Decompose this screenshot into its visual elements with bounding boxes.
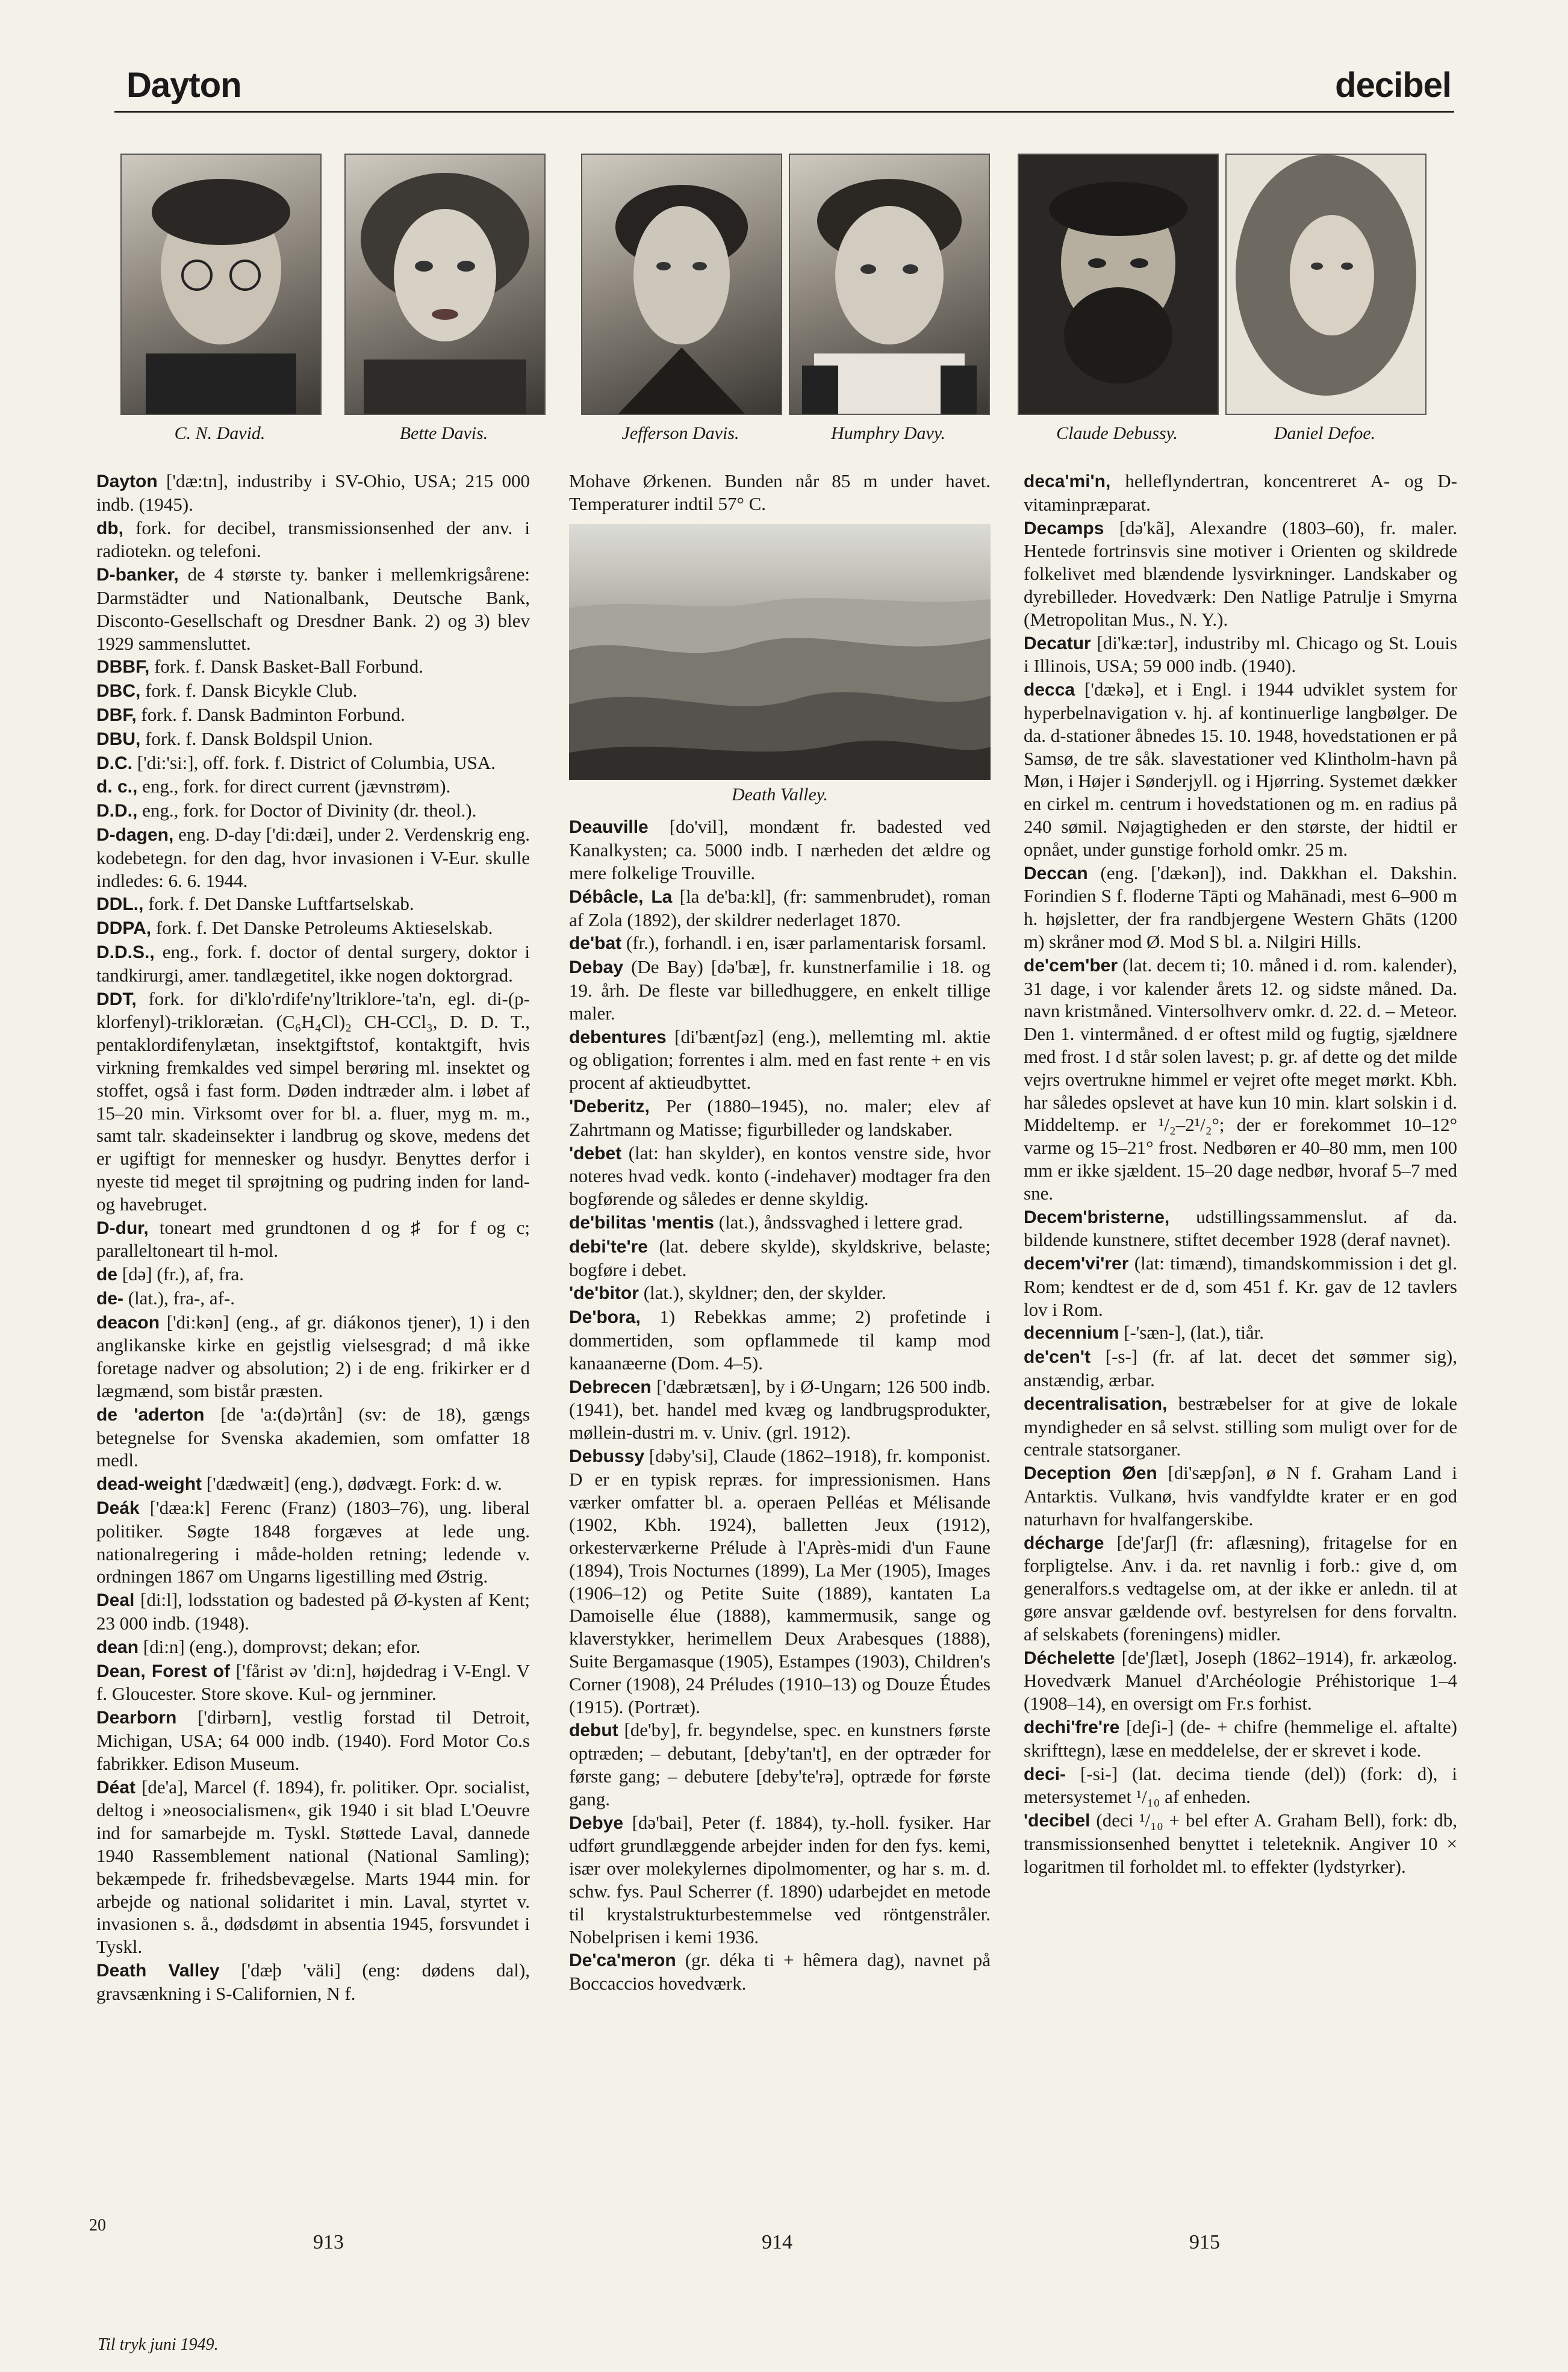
entry-text: Mohave Ørkenen. Bunden når 85 m under havet. Temperaturer indtil 57° C. (569, 470, 991, 514)
dictionary-entry (1024, 1809, 1457, 1878)
column-1 (96, 470, 530, 2006)
entry-headword: décharge (1024, 1533, 1104, 1553)
portrait-caption: Claude Debussy. (1056, 423, 1178, 443)
entry-headword: Débâcle, La (569, 886, 673, 907)
entry-headword: D-dagen, (96, 824, 174, 845)
entry-text: ['dædwæit] (eng.), dødvægt. Fork: d. w. (202, 1473, 502, 1495)
entry-headword: debentures (569, 1027, 667, 1047)
entry-headword: DBF, (96, 705, 137, 725)
entry-text: eng., fork. for direct current (jævnstrøm). (137, 776, 451, 797)
entry-headword: 'debet (569, 1143, 622, 1163)
page-marker: 20 (89, 2216, 106, 2235)
header-left-guideword: Dayton (126, 66, 241, 105)
dictionary-entry (96, 679, 530, 703)
entry-text: [di:n] (eng.), domprovst; dekan; efor. (138, 1636, 421, 1657)
entry-headword: de (96, 1265, 118, 1285)
dictionary-entry (1024, 862, 1457, 953)
dictionary-entry (1024, 1461, 1457, 1530)
dictionary-entry (96, 1589, 530, 1635)
entry-headword: debut (569, 1720, 618, 1741)
entry-text: [la de'ba:kl], (fr: sammenbrudet), roman af Zola (1892), der skildrer nederlaget 1870. (569, 885, 991, 930)
entry-headword: decentralisation, (1024, 1393, 1168, 1414)
entry-text: fork. for di'klo'rdife'ny'ltriklore-'ta'n, egl. di-(p-klorfenyl)-trikloræṫan. (C₆H₄Cl)₂ CH-CCl₃, D. D. T., pentaklordifenylætan, insektgiftstof, kontaktgift, hvis virkning fremkaldes ved simpel berøring ml. insektet og stoffet, også i fast form. Døden indtræder alm. i løbet af 15–20 min. Virksomt over for bl. a. fluer, myg m. m., samt talr. skadeinsekter i landbrug og skove, medens det er ugiftigt for mennesker og husdyr. Benyttes derfor i nyeste tid meget til sprøjtning og pudring inden for land- og havebruget. (96, 988, 530, 1215)
entry-text: fork. f. Dansk Boldspil Union. (140, 727, 373, 749)
entry-headword: Déchelette (1024, 1648, 1115, 1668)
entry-text: ['dirbərn], vestlig forstad til Detroit, Michigan, USA; 64 000 indb. (1940). Ford Motor Co.s fabrikker. Edison Museum. (96, 1707, 530, 1774)
entry-headword: Deák (96, 1498, 140, 1519)
dictionary-entry (569, 956, 991, 1024)
entry-headword: DDT, (96, 989, 137, 1009)
entry-headword: de 'aderton (96, 1404, 205, 1425)
dictionary-entry (96, 727, 530, 751)
entry-text: ['fårist əv 'di:n], højdedrag i V-Engl. V f. Gloucester. Store skove. Kul- og jernminer. (96, 1660, 530, 1705)
portrait-caption: Jefferson Davis. (621, 423, 739, 443)
dictionary-entry (96, 1311, 530, 1402)
entry-headword: Debay (569, 957, 624, 978)
dictionary-entry (569, 932, 991, 955)
dictionary-entry (569, 1235, 991, 1281)
dictionary-entry (569, 1142, 991, 1210)
entry-headword: 'de'bitor (569, 1283, 639, 1304)
entry-headword: DBC, (96, 681, 141, 702)
dictionary-entry (569, 1281, 991, 1305)
death-valley-photo (569, 524, 991, 780)
entry-text: (deci ¹/₁₀ + bel efter A. Graham Bell), fork: db, transmissionsenhed benyttet i teleteknik. Angiver 10 × logaritmen til forholdet ml. to effekter (lydstyrker). (1024, 1810, 1457, 1877)
entry-text: eng., fork. f. doctor of dental surgery, doktor i tandkirurgi, amer. tandlægetitel, ikke nogen doktorgrad. (96, 941, 530, 986)
entry-text: [də] (fr.), af, fra. (117, 1263, 244, 1285)
entry-headword: DBBF, (96, 657, 150, 677)
entry-text: [-s-] (fr. af lat. decet det sømmer sig), anstændig, ærbar. (1024, 1346, 1457, 1391)
entry-headword: deacon (96, 1312, 160, 1333)
entry-headword: D.D.S., (96, 942, 155, 962)
entry-text: 1) Rebekkas amme; 2) profetinde i dommertiden, som opflammede til kamp mod kanaanæerne (Dom. 4–5). (569, 1306, 991, 1374)
entry-headword: Deauville (569, 817, 649, 838)
dictionary-entry (96, 1959, 530, 2005)
dictionary-entry (96, 1287, 530, 1310)
entry-headword: de'cen't (1024, 1347, 1090, 1368)
dictionary-entry (1024, 1392, 1457, 1461)
dictionary-entry (96, 655, 530, 679)
entry-text: fork. for decibel, transmissionsenhed der anv. i radiotekn. og telefoni. (96, 517, 530, 562)
entry-text: (lat.), fra-, af-. (123, 1287, 235, 1309)
dictionary-entry (1024, 1321, 1457, 1345)
portrait-caption: Humphry Davy. (831, 423, 945, 443)
entry-headword: Dean, Forest of (96, 1661, 231, 1681)
dictionary-entry (96, 892, 530, 916)
dictionary-entry (1024, 1646, 1457, 1715)
entry-text: (fr.), forhandl. i en, især parlamentarisk forsaml. (621, 932, 987, 954)
entry-headword: Debussy (569, 1446, 645, 1466)
entry-text: bestræbelser for at give de lokale myndigheder en så selvst. stilling som muligt over for de centrale statsorganer. (1024, 1392, 1457, 1460)
entry-text: helleflyndertran, koncentreret A- og D-vitaminpræparat. (1024, 470, 1457, 515)
portrait-image (1225, 154, 1426, 415)
portrait-image (1018, 154, 1219, 415)
dictionary-entry (1024, 1206, 1457, 1252)
entry-headword: Dearborn (96, 1708, 177, 1728)
entry-text: ['dæa:k] Ferenc (Franz) (1803–76), ung. liberal politiker. Søgte 1848 forgæves at lede ung. nationalregering i måde-holden retning; ledende v. ordningen 1867 om Ungarns ligestilling med Østrig. (96, 1497, 530, 1587)
column-3 (1024, 470, 1457, 1879)
photo-caption: Death Valley. (732, 784, 828, 805)
dictionary-entry (1024, 1345, 1457, 1392)
entry-headword: decca (1024, 680, 1075, 700)
entry-text: eng., fork. for Doctor of Divinity (dr. theol.). (137, 800, 477, 821)
dictionary-entry (569, 1949, 991, 1995)
entry-headword: D-dur, (96, 1218, 149, 1238)
entry-text: fork. f. Dansk Badminton Forbund. (136, 703, 405, 725)
entry-text: [də'kã], Alexandre (1803–60), fr. maler. Hentede fortrinsvis sine motiver i Orienten og skildrede folkelivet med blændende lysvirkninger. Landskaber og dyrebilleder. Hovedværk: Den Natlige Patrulje i Smyrna (Metropolitan Mus., N. Y.). (1024, 517, 1457, 630)
portrait-row (120, 154, 1457, 455)
dictionary-entry (96, 563, 530, 655)
entry-text: (lat. decem ti; 10. måned i d. rom. kalender), 31 dage, i vor kalender årets 12. og sidste måned. Da. navn kristmåned. Vintersolhverv omkr. d. 22. d. – Meteor. Den 1. vintermåned. d er oftest mild og fugtig, sjældnere med frost. I d står solen lavest; p. gr. af dette og det milde vejrs overtrukne himmel er vejret ofte meget mørkt. Kbh. har således opslevet at have kun 10 min. klart solskin i d. Middeltemp. er ¹/₂–2¹/₂°; der er forekommet 10–12° varme og 15–21° frost. Nedbøren er 40–80 mm, men 100 mm er ikke sjældent. 15–20 dage nedbør, hvoraf 5–7 med sne. (1024, 954, 1457, 1204)
entry-text: [-si-] (lat. decima tiende (del)) (fork: d), i metersystemet ¹/₁₀ af enheden. (1024, 1763, 1457, 1808)
dictionary-entry (569, 815, 991, 884)
entry-headword: deca'mi'n, (1024, 472, 1111, 491)
dictionary-entry (96, 823, 530, 892)
header-rule (114, 111, 1454, 113)
entry-headword: debi'te're (569, 1236, 648, 1257)
entry-text: [di'bæntʃəz] (eng.), mellemting ml. aktie og obligation; forrentes i alm. med en fast rente + en vis procent af aktieudbyttet. (569, 1026, 991, 1094)
entry-headword: d. c., (96, 777, 138, 797)
entry-headword: deci- (1024, 1764, 1066, 1784)
entry-headword: Deception Øen (1024, 1463, 1157, 1484)
entry-text: ['dækə], et i Engl. i 1944 udviklet system for hyperbelnavigation v. hj. af kontinuerlige langbølger. De da. d-stationer åbnedes 15. 10. 1948, hovedstationen er på Samsø, de tre såk. slavestationer ved Klintholm-havn på Møn, i Højer i Sønderjyll. og i Hjørring. Systemet dækker en cirkel m. centrum i hovedstationen og m. en radius på 240 sømil. Nøjagtigheden er den største, der hidtil er opnået, under gunstige forhold omkr. 25 m. (1024, 679, 1457, 860)
dictionary-entry (569, 885, 991, 932)
entry-text: fork. f. Det Danske Luftfartselskab. (143, 893, 414, 915)
entry-text: [di'sæpʃən], ø N f. Graham Land i Antarktis. Vulkanø, hvis vandfyldte krater er en god naturhavn for hvalfangerskibe. (1024, 1462, 1457, 1530)
dictionary-entry (96, 988, 530, 1216)
entry-text: ['dæ:tn], industriby i SV-Ohio, USA; 215 000 indb. (1945). (96, 470, 530, 515)
entry-headword: DDPA, (96, 918, 152, 939)
column-number: 913 (313, 2231, 344, 2253)
entry-headword: dechi'fre're (1024, 1717, 1120, 1738)
entry-text: [de 'a:(də)rtån] (sv: de 18), gængs betegnelse for Svenska akademien, som omfatter 18 medl. (96, 1403, 530, 1471)
entry-text: [di:l], lodsstation og badested på Ø-kysten af Kent; 23 000 indb. (1948). (96, 1589, 530, 1634)
header-right-guideword: decibel (1335, 66, 1451, 105)
portrait-caption: C. N. David. (174, 423, 266, 443)
entry-text: [-'sæn-], (lat.), tiår. (1119, 1322, 1264, 1343)
portrait-caption: Bette Davis. (399, 423, 488, 443)
entry-text: [de'by], fr. begyndelse, spec. en kunstners første optræden; – debutant, [deby'tan't], en der optræder for første gang; – debutere [deby'te'rə], optræde for første gang. (569, 1719, 991, 1810)
entry-headword: Deal (96, 1590, 135, 1611)
dictionary-entry (96, 517, 530, 563)
portrait-image (344, 154, 546, 415)
entry-text: (lat.), skyldner; den, der skylder. (638, 1282, 886, 1304)
dictionary-entry (1024, 517, 1457, 631)
dictionary-entry (1024, 1531, 1457, 1646)
dictionary-entry (96, 1263, 530, 1286)
entry-text: (lat. debere skylde), skyldskrive, belaste; bogføre i debet. (569, 1235, 991, 1280)
entry-headword: Death Valley (96, 1961, 220, 1981)
entry-headword: de'bilitas 'mentis (569, 1212, 714, 1233)
dictionary-entry (96, 1776, 530, 1958)
dictionary-entry (96, 1706, 530, 1775)
entry-headword: decennium (1024, 1323, 1119, 1343)
dictionary-entry (96, 470, 530, 516)
entry-text: (eng. ['dækən]), ind. Dakkhan el. Dakshin. Forindien S f. floderne Tāpti og Mahānadi, mest 6–900 m h. højsletter, der fra randbjergene Western Ghāts (1200 m) skråner mod Ø. Mod S bl. a. Nilgiri Hills. (1024, 862, 1457, 952)
entry-text: [deʃi-] (de- + chifre (hemmelige el. aftalte) skrifttegn), læse en meddelelse, der er skrevet i kode. (1024, 1716, 1457, 1761)
entry-headword: De'bora, (569, 1307, 641, 1328)
entry-headword: 'Deberitz, (569, 1096, 650, 1116)
dictionary-entry (96, 1636, 530, 1659)
entry-headword: decem'vi'rer (1024, 1254, 1129, 1274)
entry-headword: Decamps (1024, 518, 1104, 538)
dictionary-entry (1024, 632, 1457, 678)
entry-headword: DBU, (96, 729, 141, 749)
dictionary-entry (96, 1403, 530, 1472)
dictionary-entry (569, 470, 991, 515)
dictionary-entry (569, 1445, 991, 1719)
entry-headword: de'bat (569, 933, 622, 954)
entry-text: ['di:kən] (eng., af gr. diákonos tjener), 1) i den anglikanske kirke en gejstlig vielsesgrad; d må ikke foretage nadver og absolution; 2) i de eng. frikirker er d lægmænd, som bistår præsten. (96, 1311, 530, 1402)
entry-text: [di'kæ:tər], industriby ml. Chicago og St. Louis i Illinois, USA; 59 000 indb. (1940). (1024, 632, 1457, 677)
dictionary-entry (96, 752, 530, 775)
column-number: 915 (1189, 2231, 1220, 2253)
entry-headword: db, (96, 518, 123, 538)
dictionary-entry (96, 775, 530, 798)
entry-headword: Dayton (96, 472, 158, 491)
dictionary-entry (1024, 1252, 1457, 1321)
entry-text: (gr. déka ti + hêmera dag), navnet på Boccaccios hovedværk. (569, 1949, 991, 1994)
print-note: Til tryk juni 1949. (98, 2335, 219, 2354)
dictionary-entry (1024, 470, 1457, 516)
dictionary-entry (96, 703, 530, 727)
dictionary-entry (569, 1811, 991, 1949)
portrait-caption: Daniel Defoe. (1274, 423, 1376, 443)
entry-headword: D.D., (96, 801, 138, 821)
entry-headword: D-banker, (96, 565, 179, 585)
entry-text: fork. f. Dansk Basket-Ball Forbund. (149, 656, 423, 677)
dictionary-entry (569, 1095, 991, 1141)
entry-headword: Debrecen (569, 1377, 652, 1397)
entry-text: fork. f. Det Danske Petroleums Aktieselskab. (151, 917, 493, 939)
entry-text: de 4 største ty. banker i mellemkrigsårene: Darmstädter und Nationalbank, Deutsche Bank, Disconto-Gesellschaft og Dresdner Bank. 2) og 3) blev 1929 sammensluttet. (96, 564, 530, 654)
entry-text: udstillingssammenslut. af da. bildende kunstnere, stiftet december 1928 (deraf navnet). (1024, 1206, 1457, 1251)
entry-text: fork. f. Dansk Bicykle Club. (140, 680, 358, 702)
entry-headword: de'cem'ber (1024, 955, 1118, 976)
entry-text: ['dæþ 'väli] (eng: dødens dal), gravsænkning i S-Californien, N f. (96, 1960, 530, 2004)
dictionary-entry (569, 1375, 991, 1444)
entry-headword: Déat (96, 1777, 136, 1798)
entry-headword: dean (96, 1637, 139, 1657)
dictionary-entry (96, 1472, 530, 1496)
dictionary-entry (1024, 1716, 1457, 1762)
portrait-image (581, 154, 782, 415)
entry-text: toneart med grundtonen d og ♯ for f og c; paralleltoneart til h-mol. (96, 1216, 530, 1262)
entry-headword: Decem'bristerne, (1024, 1207, 1170, 1227)
entry-headword: Debye (569, 1813, 624, 1833)
entry-headword: de- (96, 1288, 123, 1309)
entry-headword: dead-weight (96, 1474, 202, 1495)
entry-text: (De Bay) [də'bæ], fr. kunstnerfamilie i 18. og 19. årh. De fleste var billedhuggere, en enkelt tillige maler. (569, 956, 991, 1024)
portrait-image (120, 154, 322, 415)
entry-text: (lat: timænd), timandskommission i det gl. Rom; kendtest er de d, som 451 f. Kr. gav de 12 tavlers lov i Rom. (1024, 1253, 1457, 1320)
entry-text: ['dæbrætsæn], by i Ø-Ungarn; 126 500 indb. (1941), bet. handel med kvæg og landbrugsprodukter, møllein-dustri m. v. Univ. (grl. 1912). (569, 1375, 991, 1443)
entry-headword: DDL., (96, 894, 144, 915)
dictionary-entry (96, 917, 530, 940)
dictionary-entry (569, 1026, 991, 1094)
entry-text: [de'a], Marcel (f. 1894), fr. politiker. Opr. socialist, deltog i »neosocialismen«, gik 1940 i sit blad L'Oeuvre ind for samarbejde m. Tyskl. Støttede Laval, dannede 1940 Rassemblement national (National Samling); bekæmpede fr. frihedsbevægelse. Marts 1944 min. for arbejde og national solidaritet i min. Laval, styrtet v. invasionen s. å., dødsdømt in absentia 1945, forsvundet i Tyskl. (96, 1776, 530, 1958)
entry-text: (lat: han skylder), en kontos venstre side, hvor noteres hvad vedk. konto (-indehaver) modtager fra den bogførende og således er denne skyldig. (569, 1142, 991, 1210)
entry-headword: D.C. (96, 753, 132, 773)
entry-text: [dəby'si], Claude (1862–1918), fr. komponist. D er en typisk repræs. for impressionismen. Hans værker omfatter bl. a. operaen Pelléas et Mélisande (1902, Kbh. 1924), balletten Jeux (1912), orkesterværkerne Prélude à l'Après-midi d'un Faune (1894), Trois Nocturnes (1899), La Mer (1905), Images (1906–12) og Petite Suite (1889), kantaten La Damoiselle élue (1888), kammermusik, sange og klaverstykker, herimellem Deux Arabesques (1888), Suite Bergamasque (1905), Estampes (1903), Children's Corner (1908), 24 Préludes (1910–13) og Douze Études (1915). (Portræt). (569, 1445, 991, 1717)
entry-text: ['di:'si:], off. fork. f. District of Columbia, USA. (132, 752, 496, 773)
entry-text: [do'vil], mondænt fr. badested ved Kanalkysten; ca. 5000 indb. I nærheden det ældre og mere folkelige Trouville. (569, 816, 991, 883)
entry-text: [de'ʃarʃ] (fr: aflæsning), fritagelse for en forpligtelse. Anv. i da. ret navnlig i forb.: give d, om generalfors.s vedtagelse om, at der ikke er anledn. til at gøre ansvar gældende ovf. bestyrelsen for dens forvaltn. af selskabets (foreningens) midler. (1024, 1531, 1457, 1645)
entry-text: (lat.), åndssvaghed i lettere grad. (714, 1211, 963, 1233)
dictionary-entry (1024, 1763, 1457, 1809)
dictionary-entry (569, 1211, 991, 1234)
portrait-image (789, 154, 990, 415)
entry-text: eng. D-day ['di:dæi], under 2. Verdenskrig eng. kodebetegn. for den dag, hvor invasionen i V-Eur. skulle indledes: 6. 6. 1944. (96, 823, 530, 891)
dictionary-entry (96, 1660, 530, 1706)
column-2 (569, 470, 991, 1996)
entry-headword: Decatur (1024, 633, 1091, 653)
entry-headword: Deccan (1024, 863, 1088, 883)
column-number: 914 (762, 2231, 792, 2253)
entry-text: [de'ʃlæt], Joseph (1862–1914), fr. arkæolog. Hovedværk Manuel d'Archéologie Préhistorique 1–4 (1908–14), en oversigt om Fr.s forhist. (1024, 1646, 1457, 1714)
dictionary-entry (96, 1496, 530, 1588)
entry-headword: De'ca'meron (569, 1950, 676, 1971)
dictionary-entry (96, 941, 530, 987)
dictionary-entry (96, 1216, 530, 1263)
entry-text: Per (1880–1945), no. maler; elev af Zahrtmann og Matisse; figurbilleder og landskaber. (569, 1095, 991, 1140)
dictionary-entry (96, 799, 530, 823)
dictionary-entry (569, 1306, 991, 1374)
dictionary-entry (569, 1719, 991, 1810)
entry-text: [də'bai], Peter (f. 1884), ty.-holl. fysiker. Har udført grundlæggende arbejder inden for den fys. kemi, især over molekylernes dipolmomenter, og har s. m. d. schw. fys. Paul Scherrer (f. 1890) udarbejdet en metode til krystalstrukturbestemmelse ved röntgenstråler. Nobelprisen i kemi 1936. (569, 1811, 991, 1947)
dictionary-entry (1024, 954, 1457, 1205)
dictionary-entry (1024, 678, 1457, 861)
entry-headword: 'decibel (1024, 1811, 1090, 1831)
